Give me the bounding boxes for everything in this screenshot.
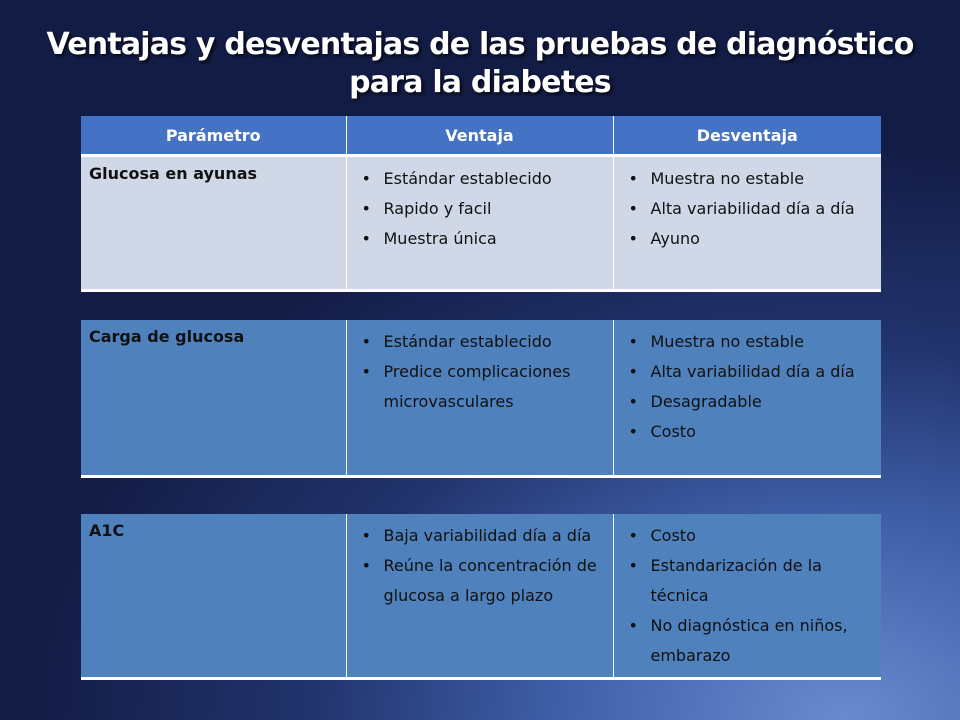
list-item: • Muestra no estable: [651, 327, 874, 357]
table-row: [81, 156, 881, 291]
desventaja-list: [622, 164, 874, 254]
ventaja-cell: [346, 320, 613, 477]
list-item: • Alta variabilidad día a día: [651, 357, 874, 387]
table-row: [81, 320, 881, 477]
ventaja-cell: [346, 514, 613, 679]
list-item: • Rapido y facil: [384, 194, 605, 224]
ventaja-list: [355, 164, 605, 254]
comparison-table-glucose-load: [81, 320, 881, 478]
ventaja-list: [355, 327, 605, 417]
desventaja-list: [622, 327, 874, 447]
list-item: • Baja variabilidad día a día: [384, 521, 605, 551]
list-item: • Desagradable: [651, 387, 874, 417]
list-item: • Alta variabilidad día a día: [651, 194, 874, 224]
header-ventaja: Ventaja: [346, 116, 613, 156]
ventaja-cell: [346, 156, 613, 291]
param-cell: Glucosa en ayunas: [81, 156, 346, 291]
list-item: • No diagnóstica en niños, embarazo: [651, 611, 874, 671]
header-parametro: Parámetro: [81, 116, 346, 156]
comparison-table-a1c: [81, 514, 881, 680]
header-desventaja: Desventaja: [613, 116, 881, 156]
desventaja-cell: [613, 514, 881, 679]
desventaja-list: [622, 521, 874, 671]
table-row: [81, 514, 881, 679]
list-item: • Muestra única: [384, 224, 605, 254]
desventaja-cell: [613, 320, 881, 477]
list-item: • Predice complicaciones microvasculares: [384, 357, 605, 417]
list-item: • Estándar establecido: [384, 164, 605, 194]
ventaja-list: [355, 521, 605, 611]
param-cell: A1C: [81, 514, 346, 679]
list-item: • Estandarización de la técnica: [651, 551, 874, 611]
list-item: • Costo: [651, 417, 874, 447]
list-item: • Muestra no estable: [651, 164, 874, 194]
comparison-table-fasting: [81, 116, 881, 292]
desventaja-cell: [613, 156, 881, 291]
list-item: • Costo: [651, 521, 874, 551]
page-title: Ventajas y desventajas de las pruebas de diagnóstico para la diabetes: [46, 27, 914, 100]
list-item: • Ayuno: [651, 224, 874, 254]
list-item: • Estándar establecido: [384, 327, 605, 357]
list-item: • Reúne la concentración de glucosa a largo plazo: [384, 551, 605, 611]
param-cell: Carga de glucosa: [81, 320, 346, 477]
table-header-row: [81, 116, 881, 156]
